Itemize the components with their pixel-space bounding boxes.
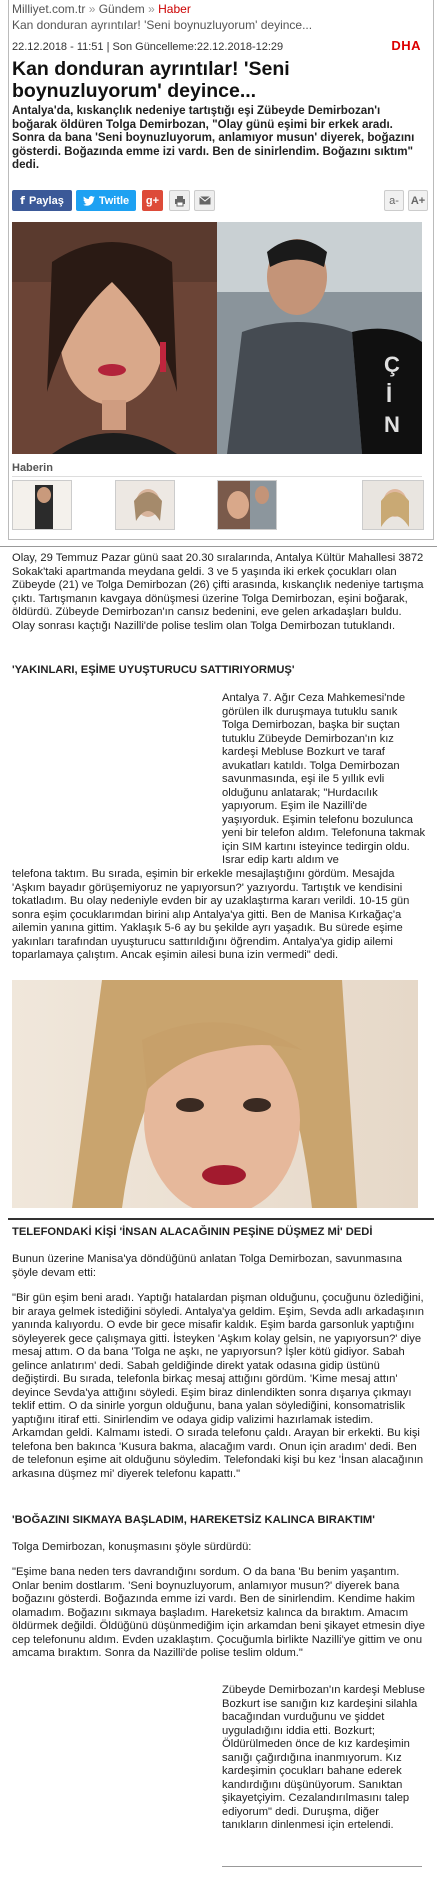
breadcrumb-separator: » (148, 2, 155, 16)
font-decrease-button[interactable]: a- (384, 190, 404, 211)
agency-logo: DHA (391, 38, 421, 53)
gallery-thumb[interactable] (115, 480, 175, 530)
svg-text:İ: İ (386, 382, 393, 407)
gplus-share-button[interactable]: g+ (142, 190, 163, 211)
paragraph-1: Olay, 29 Temmuz Pazar günü saat 20.30 sıralarında, Antalya Kültür Mahallesi 3872 Sokak'taki apartmanda meydana geldi. 3 ve 5 yaşında iki erkek çocukları olan Zübeyde (21) ve Tolga Demirbozan (26) çifti arasında, kıskançlık nedeniye tartışma çıktı. Tartışmanın kavgaya dönüşmesi üzerine Tolga Demirbozan, eşini boğarak, öldürdü. Zübeyde Demirbozan'ın cansız bedenini, eve gelen arkadaşları buldu. Olay sonrası kaçtığı Nazilli'de polise teslim olan Tolga Demirbozan tutuklandı. (12, 552, 424, 632)
paragraph-6: "Eşime bana neden ters davrandığını sordum. O da bana 'Bu benim yaşantım. Onlar benim dostlarım. 'Seni boynuzluyorum, anlamıyor musun?' diyerek bana boğazını gösterdi. Boğazında emme izi vardı. Ben de sinirlendim. Kendime hakim olamadım. Boğazını sıkmaya başladım. Hareketsiz kalınca da bıraktım. Amacım öldürmek değildi. Öldüğünü düşünmediğim için arkamdan beni şikayet etmesin diye cep telefonunu aldım. Evden uzaklaştım. Çocuğumla birlikte Nazilli'ye gittim ve onu amcama bıraktım. Sonra da Nazilli'de polise teslim oldum." (12, 1566, 425, 1659)
gallery-thumb[interactable] (12, 480, 72, 530)
article-photo (12, 980, 418, 1208)
subheading-1: 'YAKINLARI, EŞİME UYUŞTURUCU SATTIRIYORMUŞ' (12, 664, 295, 676)
page-title: Kan donduran ayrıntılar! 'Seni boynuzluyorum' deyince... (12, 58, 290, 102)
twitter-share-button[interactable] (76, 190, 136, 211)
paragraph-4: "Bir gün eşim beni aradı. Yaptığı hatalardan pişman olduğunu, çocuğunu özlediğini, bir araya gelmek istediğini söyledi. Antalya'ya geldim. Eşim, Sevda adlı arkadaşının yanında kalıyordu. O evde bir gece misafir kaldık. Eşim barda garsonluk yaptığını söyleyerek gece çalışmaya gitti. İsteyken 'Aşkım kolay gelsin, ne yapıyorsun?' diye mesaj attım. O da bana 'Tolga ne aşkı, ne yapıyorsun? İşler kötü gidiyor. Sabah gelince anlatırım' dedi. Sabah geldiğinde direkt yatak odasına gidip üstünü değiştirdi. Bu sırada, telefonla birkaç mesaj attığını gördüm. 'Kime mesaj attın' deyince Sevda'ya attığını söyledi. Eşim biraz dinlendikten sonra dışarıya çıkmayı teklif ettim. O da sinirle yorgun olduğunu, bana yalan söylediğini, konsomatrislik yaptığını itiraf etti. Sinirlendim ve odaya gidip valizimi hazırlamak istedim. Arkamdan geldi. Kalmamı istedi. O sırada telefonu çaldı. Arayan bir erkekti. Bu kişi telefona ben bakınca 'Kusura bakma, alacağım vardı. Onun için aradım' dedi. Ben de telefonun eşime ait olduğunu söyledim. Telefondaki kişi bu kez 'İnsan alacağının arkasına düşmez mi' diyerek telefonu kapattı." (12, 1292, 424, 1480)
gallery-thumb[interactable] (362, 480, 424, 530)
breadcrumb-subtitle: Kan donduran ayrıntılar! 'Seni boynuzluyorum' deyince... (12, 18, 313, 32)
gallery-divider (12, 476, 422, 477)
main-photo (12, 222, 422, 454)
facebook-share-label: Paylaş (28, 194, 64, 207)
email-button[interactable] (194, 190, 215, 211)
print-icon (174, 195, 186, 207)
article-dateline: 22.12.2018 - 11:51 | Son Güncelleme:22.12.2018-12:29 (12, 41, 284, 53)
mail-icon (199, 196, 211, 205)
facebook-share-button[interactable] (12, 190, 72, 211)
print-button[interactable] (169, 190, 190, 211)
paragraph-2: telefona taktım. Bu sırada, eşimin bir erkekle mesajlaştığını gördüm. Mesajda 'Aşkım bayadır görüşemiyoruz ne yapıyorsun?' yazıyordu. Tartıştık ve kendisini tokatladım. Bu olay nedeniyle evden bir ay uzaklaştırma kararı verildi. 10-15 gün sonra eşim çocuklarımdan birini alıp Antalya'ya gitti. Ben de Manisa Kırkağaç'a ailemin yanına gittim. Yaklaşık 5-6 ay bu şekilde ayrı yaşadık. Bu sürede eşime yakınları tarafından uyuşturucu sattırıldığını öğrendim. Antalya'ya gidip ailemi toparlamaya çalıştım. Ancak eşimin ailesi buna izin vermedi" dedi. (12, 868, 410, 961)
subheading-3: 'BOĞAZINI SIKMAYA BAŞLADIM, HAREKETSİZ KALINCA BIRAKTIM' (12, 1514, 375, 1526)
breadcrumb-section[interactable]: Gündem (98, 2, 145, 16)
paragraph-7-column: Zübeyde Demirbozan'ın kardeşi Mebluse Bozkurt ise sanığın kız kardeşini silahla bacağından vurduğunu ve şiddet uyguladığını iddia etti. Bozkurt; Öldürülmeden önce de kız kardeşimin sanığı çağırdığına inanmıyorum. Kız kardeşimin çocukları bahane ederek kandırdığını düşünüyorum. Sanıktan şikayetçiyim. Cezalandırılmasını talep ediyorum" dedi. Duruşma, diğer tanıkların dinlenmesi için ertelendi. (222, 1684, 425, 1831)
breadcrumb-site[interactable]: Milliyet.com.tr (12, 2, 86, 16)
subheading-2: TELEFONDAKİ KİŞİ 'İNSAN ALACAĞININ PEŞİNE DÜŞMEZ Mİ' DEDİ (12, 1226, 373, 1238)
svg-text:Ç: Ç (384, 352, 400, 377)
paragraph-2-column: Antalya 7. Ağır Ceza Mahkemesi'nde görülen ilk duruşmaya tutuklu sanık Tolga Demirbozan, başka bir suçtan tutuklu Zübeyde Demirbozan'ın kız kardeşi Mebluse Bozkurt ve taraf avukatları katıldı. Tolga Demirbozan savunmasında, eşi ile 5 yıllık evli olduğunu anlatarak; "Hurdacılık yapıyorum. Eşim ile Nazilli'de yaşıyorduk. Eşimin telefonu bozulunca yeni bir telefon aldım. Telefonuna takmak için SIM kartını isteyince tedirgin oldu. Israr edip kartı aldım ve (222, 692, 426, 866)
twitter-icon (83, 196, 95, 206)
breadcrumb-separator: » (88, 2, 96, 16)
share-toolbar (12, 190, 432, 212)
svg-text:N: N (384, 412, 400, 437)
section-divider (0, 546, 437, 547)
section-divider (8, 1218, 434, 1220)
paragraph-3: Bunun üzerine Manisa'ya döndüğünü anlatan Tolga Demirbozan, savunmasına şöyle devam etti: (12, 1253, 403, 1279)
font-increase-button[interactable]: A+ (408, 190, 428, 211)
breadcrumb-current[interactable]: Haber (158, 2, 191, 16)
twitter-share-label: Twitle (98, 194, 130, 207)
breadcrumb (12, 2, 191, 16)
gallery-label: Haberin (12, 462, 53, 474)
gallery-thumb[interactable] (217, 480, 277, 530)
paragraph-5: Tolga Demirbozan, konuşmasını şöyle sürdürdü: (12, 1541, 252, 1553)
article-lead: Antalya'da, kıskançlık nedeniye tartıştığı eşi Zübeyde Demirbozan'ı boğarak öldüren Tolga Demirbozan, "Olay günü eşimi bir erkek aradı. Sonra da bana 'Seni boynuzluyorum, anlamıyor musun' diyerek, boğazını gösterdi. Boğazında emme izi vardı. Ben de sinirlendim. Boğazını sıktım" dedi. (12, 104, 415, 172)
footer-divider (222, 1866, 422, 1867)
facebook-icon: f (20, 194, 25, 207)
